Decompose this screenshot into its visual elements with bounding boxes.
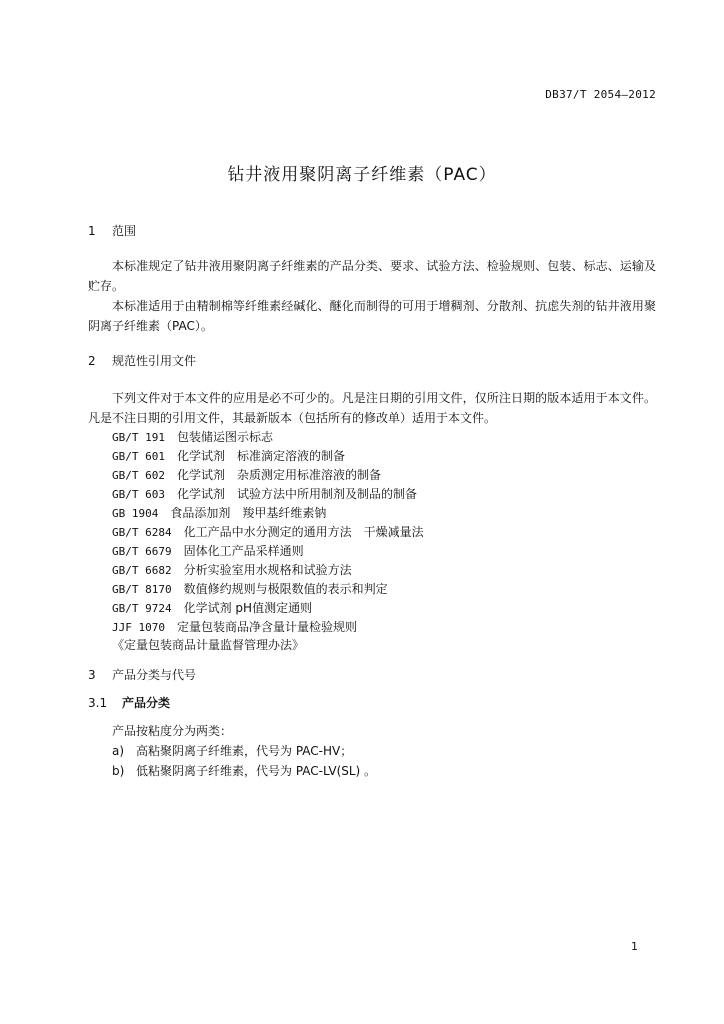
list-item — [112, 742, 352, 759]
reference-code: GB/T 601 — [112, 450, 165, 463]
reference-code: GB 1904 — [112, 507, 159, 520]
list-item-text: 高粘聚阴离子纤维素，代号为 PAC-HV； — [136, 744, 353, 758]
section-number: 3.1 — [88, 696, 108, 710]
reference-item — [112, 618, 357, 635]
reference-title: 数值修约规则与极限数值的表示和判定 — [183, 582, 388, 596]
list-marker: a) — [112, 744, 125, 758]
reference-item — [112, 466, 381, 483]
reference-code: GB/T 6284 — [112, 526, 172, 539]
list-item — [112, 762, 376, 779]
reference-code: GB/T 8170 — [112, 583, 172, 596]
reference-title: 化学试剂 试验方法中所用制剂及制品的制备 — [176, 487, 417, 501]
reference-item — [112, 447, 345, 464]
section-title: 产品分类 — [122, 696, 171, 710]
reference-item — [112, 599, 312, 616]
reference-title: 化学试剂 pH值测定通则 — [183, 601, 313, 615]
section-number: 1 — [88, 224, 96, 238]
section-3-heading — [88, 666, 196, 683]
reference-title: 定量包装商品净含量计量检验规则 — [176, 620, 357, 634]
paragraph: 下列文件对于本文件的应用是必不可少的。凡是注日期的引用文件，仅所注日期的版本适用于本文件。凡是不注日期的引用文件，其最新版本（包括所有的修改单）适用于本文件。 — [88, 391, 656, 425]
list-item-text: 低粘聚阴离子纤维素，代号为 PAC-LV(SL) 。 — [136, 764, 377, 778]
reference-title: 食品添加剂 羧甲基纤维素钠 — [170, 506, 327, 520]
reference-code: GB/T 6679 — [112, 545, 172, 558]
reference-item — [112, 580, 388, 597]
section-number: 2 — [88, 354, 96, 368]
reference-code: GB/T 9724 — [112, 602, 172, 615]
section-title: 规范性引用文件 — [112, 354, 197, 368]
section-1-heading — [88, 222, 136, 239]
page-number: 1 — [631, 940, 638, 953]
reference-title: 化学试剂 杂质测定用标准溶液的制备 — [176, 468, 381, 482]
reference-item — [112, 485, 417, 502]
subsection-3-1-heading — [88, 694, 170, 711]
reference-item — [112, 523, 424, 540]
reference-code: GB/T 191 — [112, 431, 165, 444]
reference-title: 化工产品中水分测定的通用方法 干燥减量法 — [183, 525, 424, 539]
reference-item — [112, 561, 352, 578]
reference-item — [112, 504, 326, 521]
paragraph: 本标准规定了钻井液用聚阴离子纤维素的产品分类、要求、试验方法、检验规则、包装、标志、运输及贮存。 — [88, 259, 656, 293]
standard-code: DB37/T 2054—2012 — [545, 88, 656, 101]
document-title: 钻井液用聚阴离子纤维素（PAC） — [227, 165, 497, 185]
list-marker: b) — [112, 764, 125, 778]
classification-intro: 产品按粘度分为两类： — [112, 724, 233, 738]
reference-title: 包装储运图示标志 — [176, 430, 273, 444]
reference-title: 固体化工产品采样通则 — [183, 544, 304, 558]
reference-code: GB/T 602 — [112, 469, 165, 482]
reference-code: GB/T 603 — [112, 488, 165, 501]
paragraph: 本标准适用于由精制棉等纤维素经碱化、醚化而制得的可用于增稠剂、分散剂、抗虑失剂的钻井液用聚阴离子纤维素（PAC）。 — [88, 299, 656, 333]
reference-title: 分析实验室用水规格和试验方法 — [183, 563, 352, 577]
reference-item: 《定量包装商品计量监督管理办法》 — [112, 638, 305, 652]
reference-code: JJF 1070 — [112, 621, 165, 634]
section-title: 产品分类与代号 — [112, 668, 197, 682]
section-2-heading — [88, 352, 196, 369]
reference-code: GB/T 6682 — [112, 564, 172, 577]
reference-item — [112, 542, 304, 559]
reference-item — [112, 428, 273, 445]
reference-title: 化学试剂 标准滴定溶液的制备 — [176, 449, 345, 463]
section-title: 范围 — [112, 224, 137, 238]
section-number: 3 — [88, 668, 96, 682]
